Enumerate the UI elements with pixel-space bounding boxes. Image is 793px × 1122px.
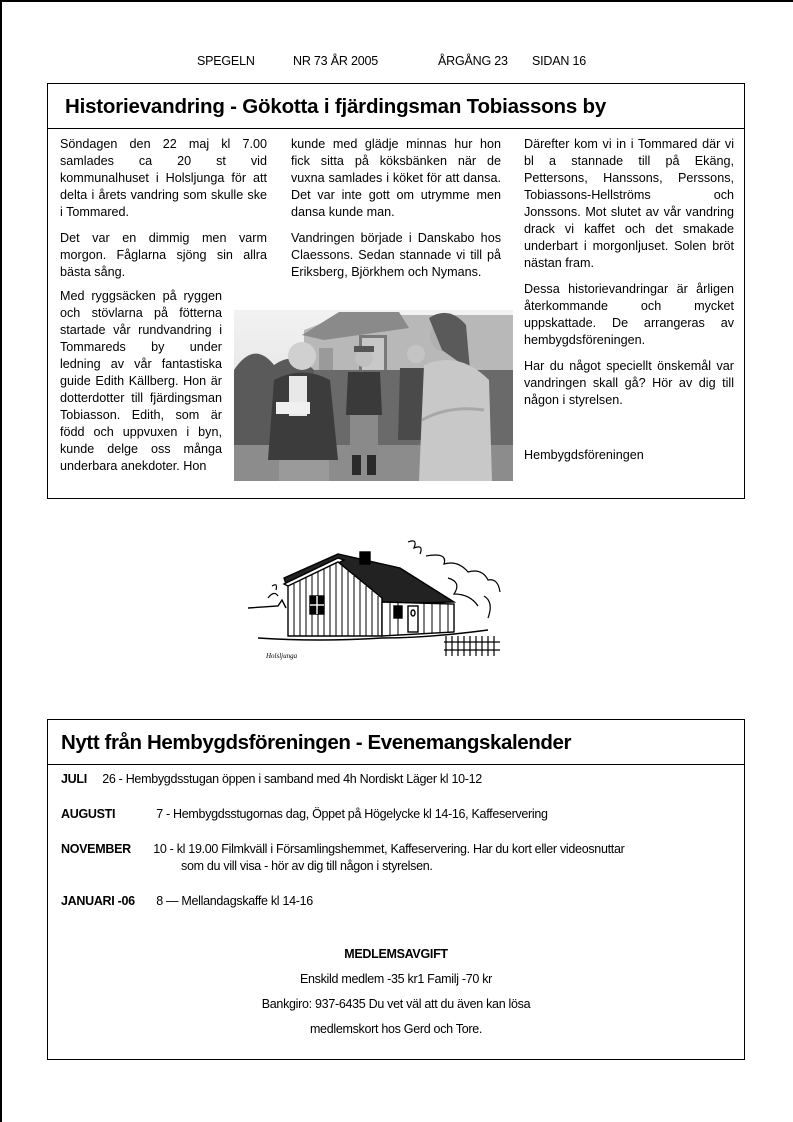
article-column-1 (60, 136, 267, 290)
paragraph: Söndagen den 22 maj kl 7.00 samlades ca 20 st vid kommunalhuset i Holsljunga för att delta i årets vandring som skulle ske i Tommared. (60, 137, 267, 219)
paragraph: Med ryggsäcken på ryggen och stövlarna på fötterna startade vår rundvandring i Tommareds by under ledning av vår fantastiska guide Edith Källberg. Hon är dotterdotter till fjärdingsman Tobiasson. Edith, som är född och uppvuxen i byn, kunde delge oss många underbara anekdoter. Hon (60, 289, 222, 473)
paragraph: Därefter kom vi in i Tommared där vi bl a stannade till på Ekäng, Pettersons, Hanssons, Perssons, Tobiassons-Hellströms och Jonssons. Mot slutet av vår vandring drack vi kaffet och det smakade underbart i morgonljuset. Solen bröt nästan fram. (524, 137, 734, 270)
group-photo-icon (234, 310, 513, 481)
calendar-event (61, 894, 313, 908)
calendar-title: Nytt från Hembygdsföreningen - Evenemangskalender (48, 720, 744, 765)
event-text-continued: som du vill visa - hör av dig till någon i styrelsen. (181, 859, 433, 873)
article-box (47, 83, 745, 499)
event-text: 7 - Hembygdsstugornas dag, Öppet på Högelycke kl 14-16, Kaffeservering (156, 807, 548, 821)
drawing-caption: Holsljunga (266, 652, 298, 660)
paragraph: Har du något speciellt önskemål var vandringen skall gå? Hör av dig till någon i styrelsen. (524, 359, 734, 407)
issue-number: NR 73 ÅR 2005 (293, 54, 378, 68)
photo-illustration (234, 310, 513, 481)
calendar-box (47, 719, 745, 1060)
calendar-event (61, 772, 482, 786)
article-signature: Hembygdsföreningen (524, 448, 644, 462)
event-month: NOVEMBER (61, 842, 131, 856)
membership-fee-title: MEDLEMSAVGIFT (344, 947, 448, 961)
event-text: 26 - Hembygdsstugan öppen i samband med 4h Nordiskt Läger kl 10-12 (102, 772, 482, 786)
membership-fee-line: medlemskort hos Gerd och Tore. (309, 1022, 483, 1036)
event-text: 8 — Mellandagskaffe kl 14-16 (156, 894, 313, 908)
cottage-sketch-icon (248, 538, 504, 666)
running-header (0, 54, 793, 70)
calendar-event (61, 842, 624, 856)
paragraph: Det var en dimmig men varm morgon. Fåglarna sjöng sin allra bästa sång. (60, 231, 267, 279)
article-column-2 (291, 136, 501, 290)
event-month: JULI (61, 772, 87, 786)
membership-fee-line: Enskild medlem -35 kr1 Familj -70 kr (299, 972, 493, 986)
calendar-event (61, 807, 548, 821)
article-column-1-wrap (60, 288, 222, 484)
event-month: JANUARI -06 (61, 894, 135, 908)
paragraph: kunde med glädje minnas hur hon fick sitta på köksbänken när de vuxna samlades i köket för att dansa. Det var inte gott om utrymme men dansa kunde man. (291, 137, 501, 219)
event-text: 10 - kl 19.00 Filmkväll i Församlingshemmet, Kaffeservering. Har du kort eller videosnuttar (153, 842, 625, 856)
membership-fee-line: Bankgiro: 937-6435 Du vet väl att du även kan lösa (261, 997, 531, 1011)
cottage-illustration (248, 538, 504, 666)
article-title: Historievandring - Gökotta i fjärdingsman Tobiassons by (48, 84, 744, 129)
paragraph: Dessa historievandringar är årligen återkommande och mycket uppskattade. De arrangeras av hembygdsföreningen. (524, 282, 734, 347)
event-month: AUGUSTI (61, 807, 116, 821)
volume-number: ÅRGÅNG 23 (438, 54, 508, 68)
page-number: SIDAN 16 (532, 54, 586, 68)
article-column-3 (524, 136, 734, 418)
publication-name: SPEGELN (197, 54, 255, 68)
paragraph: Vandringen började i Danskabo hos Claessons. Sedan stannade vi till på Eriksberg, Björkhem och Nymans. (291, 231, 501, 279)
